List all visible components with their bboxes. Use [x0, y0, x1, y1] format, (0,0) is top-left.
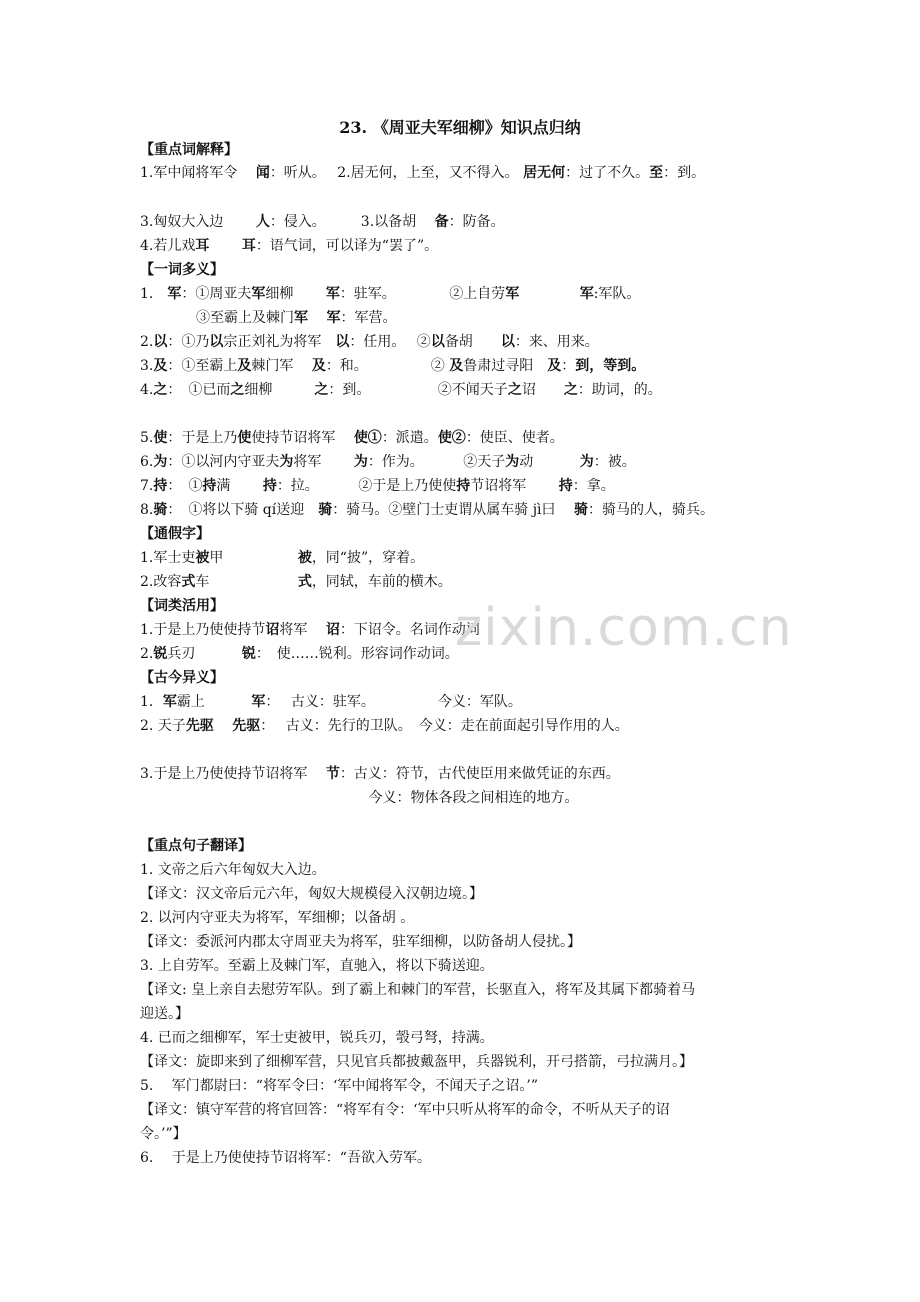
text-segment: 5. — [140, 430, 154, 446]
text-segment: 2. — [140, 646, 154, 662]
bold-term: 至 — [649, 165, 664, 181]
bold-term: 先驱 — [185, 718, 214, 734]
bold-term: 持 — [456, 478, 471, 494]
section-heading — [140, 668, 880, 688]
text-segment: ：军营。 — [340, 310, 397, 326]
text-line — [140, 1148, 880, 1168]
text-segment: 今义：物体各段之间相连的地方。 — [140, 790, 579, 806]
text-segment: 3. — [140, 358, 154, 374]
bold-term: 以 — [335, 334, 350, 350]
text-line — [140, 1004, 880, 1024]
text-line — [140, 308, 880, 328]
text-segment: ：①至霸上 — [167, 358, 238, 374]
text-line — [140, 860, 880, 880]
text-segment: ：骑马。②壁门士吏谓从属车骑 jì曰 — [332, 502, 574, 518]
text-segment: :军队。 — [593, 286, 641, 302]
text-line — [140, 548, 880, 568]
bold-term: 持 — [262, 478, 277, 494]
text-segment: ：作为。 ②天子 — [367, 454, 506, 470]
text-line — [140, 476, 880, 496]
bold-term: 及 — [153, 358, 168, 374]
text-segment: 【通假字】 — [140, 526, 210, 542]
bold-term: 使 — [153, 430, 168, 446]
bold-term: 先驱 — [232, 718, 261, 734]
text-segment: 6. — [140, 454, 154, 470]
bold-term: 持 — [558, 478, 573, 494]
text-segment: 1． — [140, 694, 163, 710]
text-segment: 满 — [216, 478, 263, 494]
text-segment: 2. — [140, 334, 154, 350]
text-segment: 细柳 — [265, 286, 326, 302]
text-segment: ：①周亚夫 — [181, 286, 252, 302]
text-segment — [209, 238, 241, 254]
bold-term: 使① — [353, 430, 382, 446]
text-segment: 【译文: 皇上亲自去慰劳军队。到了霸上和棘门的军营，长驱直入，将军及其属下都骑着马 — [140, 982, 696, 998]
text-segment: ： ① — [167, 478, 203, 494]
bold-term: 使② — [437, 430, 466, 446]
text-line — [140, 908, 880, 928]
section-heading — [140, 260, 880, 280]
bold-term: 军 — [251, 694, 266, 710]
text-line — [140, 884, 880, 904]
text-line — [140, 1076, 880, 1096]
bold-term: 到，等到。 — [575, 358, 646, 374]
text-line — [140, 932, 880, 952]
text-segment: ： 使……锐利。形容词作动词。 — [255, 646, 459, 662]
text-line — [140, 1124, 880, 1144]
text-segment: 【词类活用】 — [140, 598, 224, 614]
text-line — [140, 980, 880, 1000]
text-segment: 3. 上自劳军。至霸上及棘门军，直驰入，将以下骑送迎。 — [140, 958, 494, 974]
text-segment: ：语气词，可以译为“罢了”。 — [255, 238, 439, 254]
text-segment — [214, 718, 232, 734]
text-segment: 节诏将军 — [470, 478, 559, 494]
text-segment: ：过了不久。 — [565, 165, 650, 181]
bold-term: 为 — [353, 454, 368, 470]
text-segment: 【一词多义】 — [140, 262, 224, 278]
text-segment: 3.于是上乃使使持节诏将军 — [140, 766, 326, 782]
bold-term: 之 — [563, 382, 578, 398]
bold-term: 军 — [294, 310, 308, 326]
text-segment: 2. 天子 — [140, 718, 186, 734]
text-segment: ：来、用来。 — [514, 334, 599, 350]
bold-term: 节 — [325, 766, 340, 782]
text-segment: ：①乃 — [167, 334, 210, 350]
bold-term: 锐 — [241, 646, 256, 662]
bold-term: 及 — [547, 358, 562, 374]
text-segment: 1.军士吏 — [140, 550, 196, 566]
text-segment: 将军 — [293, 454, 354, 470]
bold-term: 为 — [279, 454, 294, 470]
text-line — [140, 1100, 880, 1120]
bold-term: 被 — [297, 550, 312, 566]
bold-term: 为 — [153, 454, 168, 470]
bold-term: 军 — [505, 286, 520, 302]
text-segment: 甲 — [209, 550, 298, 566]
bold-term: 诏 — [265, 622, 280, 638]
text-segment: 8. — [140, 502, 154, 518]
bold-term: 持 — [202, 478, 217, 494]
text-segment: ：拿。 — [572, 478, 615, 494]
bold-term: 为 — [579, 454, 594, 470]
text-segment: 2. 以河内守亚夫为将军，军细柳；以备胡 。 — [140, 910, 415, 926]
text-line — [140, 644, 880, 664]
bold-term: 为 — [505, 454, 520, 470]
bold-term: 军 — [326, 310, 341, 326]
text-line — [140, 716, 880, 736]
bold-term: 之 — [230, 382, 245, 398]
text-segment: 鲁肃过寻阳 — [463, 358, 548, 374]
bold-term: 骑 — [153, 502, 168, 518]
text-segment: ：①以河内守亚夫 — [167, 454, 280, 470]
bold-term: 军 — [167, 286, 182, 302]
text-line — [140, 620, 880, 640]
text-segment: 兵刃 — [167, 646, 242, 662]
text-segment — [519, 286, 579, 302]
text-segment: 霸上 — [176, 694, 252, 710]
text-line — [140, 1028, 880, 1048]
text-line — [140, 284, 880, 304]
text-line — [140, 332, 880, 352]
bold-term: 之 — [153, 382, 168, 398]
text-segment: ： 古义：先行的卫队。 今义：走在前面起引导作用的人。 — [260, 718, 629, 734]
text-segment: ，同轼，车前的横木。 — [311, 574, 452, 590]
text-segment: ： ①将以下骑 qí送迎 — [167, 502, 319, 518]
text-segment: 【古今异义】 — [140, 670, 224, 686]
bold-term: 持 — [153, 478, 168, 494]
text-segment: ：任用。 ② — [349, 334, 431, 350]
bold-term: 耳 — [241, 238, 256, 254]
text-segment: ：拉。 ②于是上乃使使 — [276, 478, 457, 494]
text-segment: 1. — [140, 286, 168, 302]
watermark: zixin.com.cn — [455, 598, 793, 658]
text-segment: 4. 已而之细柳军，军士吏被甲，锐兵刃，彀弓弩，持满。 — [140, 1030, 494, 1046]
bold-term: 闻 — [255, 165, 270, 181]
bold-term: 被 — [195, 550, 210, 566]
text-segment: ③至霸上及棘门 — [140, 310, 294, 326]
text-segment: ：驻军。 ②上自劳 — [339, 286, 506, 302]
text-segment: 棘门军 — [251, 358, 312, 374]
text-line — [140, 764, 880, 784]
text-segment: ：听从。 2.居无何，上至，又不得入。 — [269, 165, 524, 181]
bold-term: 以 — [500, 334, 515, 350]
section-heading — [140, 140, 880, 160]
text-line — [140, 788, 880, 808]
bold-term: 及 — [449, 358, 464, 374]
text-segment: ：骑马的人，骑兵。 — [587, 502, 714, 518]
text-segment: 车 — [195, 574, 298, 590]
text-segment: ：和。 ② — [325, 358, 450, 374]
text-segment: 5. 军门都尉曰：“将军令曰：‘军中闻将军令，不闻天子之诏。’” — [140, 1078, 539, 1094]
bold-term: 以 — [153, 334, 168, 350]
text-line — [140, 452, 880, 472]
text-segment: 【译文：委派河内郡太守周亚夫为将军，驻军细柳，以防备胡人侵扰。】 — [140, 934, 581, 950]
text-segment: 宗正刘礼为将军 — [223, 334, 336, 350]
text-segment: 1.于是上乃使使持节 — [140, 622, 266, 638]
text-line — [140, 572, 880, 592]
text-segment: 细柳 — [244, 382, 315, 398]
text-segment: ：古义：符节，古代使臣用来做凭证的东西。 — [339, 766, 620, 782]
bold-term: 骑 — [573, 502, 588, 518]
bold-term: 以 — [209, 334, 224, 350]
text-segment: 4.若儿戏 — [140, 238, 196, 254]
bold-term: 骑 — [318, 502, 333, 518]
page-title: 23. 《周亚夫军细柳》知识点归纳 — [339, 118, 581, 137]
bold-term: 锐 — [153, 646, 168, 662]
bold-term: 及 — [237, 358, 252, 374]
text-segment: 【译文：汉文帝后元六年，匈奴大规模侵入汉朝边境。】 — [140, 886, 483, 902]
text-segment: 将军 — [279, 622, 326, 638]
text-segment: 诏 — [521, 382, 564, 398]
text-segment: 7. — [140, 478, 154, 494]
bold-term: 居无何 — [523, 165, 566, 181]
bold-term: 军 — [325, 286, 340, 302]
bold-term: 诏 — [325, 622, 340, 638]
text-segment: ：于是上乃 — [167, 430, 238, 446]
bold-term: 式 — [181, 574, 196, 590]
bold-term: 军 — [579, 286, 594, 302]
bold-term: 人 — [255, 214, 270, 230]
bold-term: 耳 — [195, 238, 210, 254]
section-heading — [140, 596, 880, 616]
text-segment: 1.军中闻将军令 — [140, 165, 256, 181]
bold-term: 军 — [251, 286, 266, 302]
text-segment: ：被。 — [593, 454, 636, 470]
section-heading — [140, 836, 880, 856]
text-segment: ：到。 — [663, 165, 706, 181]
text-segment: 令。’”】 — [140, 1126, 187, 1142]
bold-term: 及 — [311, 358, 326, 374]
section-heading — [140, 524, 880, 544]
text-line — [140, 212, 880, 232]
text-line — [140, 428, 880, 448]
text-segment: ：使臣、使者。 — [465, 430, 564, 446]
text-segment: ：防备。 — [448, 214, 505, 230]
text-segment: ：下诏令。名词作动词 — [339, 622, 480, 638]
text-line — [140, 380, 880, 400]
text-line — [140, 956, 880, 976]
text-line — [140, 236, 880, 256]
text-segment: ：到。 ②不闻天子 — [328, 382, 508, 398]
bold-term: 军 — [162, 694, 177, 710]
text-segment: ：侵入。 3.以备胡 — [269, 214, 435, 230]
text-segment: 【重点句子翻译】 — [140, 838, 252, 854]
text-segment: ：派遣。 — [381, 430, 438, 446]
text-segment: ：助词，的。 — [577, 382, 662, 398]
text-segment: 迎送。】 — [140, 1006, 189, 1022]
text-line — [140, 692, 880, 712]
text-segment: ： 古义：驻军。 今义：军队。 — [265, 694, 522, 710]
text-segment: 【译文：镇守军营的将官回答：“将军有令：‘军中只听从将军的命令，不听从天子的诏 — [140, 1102, 670, 1118]
text-segment: 动 — [519, 454, 580, 470]
text-line — [140, 163, 880, 183]
text-segment: 使持节诏将军 — [251, 430, 354, 446]
text-segment: 【重点词解释】 — [140, 142, 238, 158]
bold-term: 式 — [297, 574, 312, 590]
bold-term: 之 — [507, 382, 522, 398]
text-segment: 3.匈奴大入边 — [140, 214, 256, 230]
text-segment: ： ①已而 — [167, 382, 231, 398]
text-segment — [308, 310, 326, 326]
bold-term: 使 — [237, 430, 252, 446]
text-line — [140, 1052, 880, 1072]
text-line — [140, 500, 880, 520]
text-segment: ，同“披”，穿着。 — [311, 550, 425, 566]
text-segment: ： — [561, 358, 576, 374]
bold-term: 之 — [314, 382, 329, 398]
bold-term: 以 — [430, 334, 445, 350]
text-segment: 【译文：旋即来到了细柳军营，只见官兵都披戴盔甲，兵器锐利，开弓搭箭，弓拉满月。】 — [140, 1054, 693, 1070]
bold-term: 备 — [434, 214, 449, 230]
text-segment: 2.改容 — [140, 574, 182, 590]
text-segment: 备胡 — [444, 334, 501, 350]
text-segment: 6. 于是上乃使使持节诏将军：“吾欲入劳军。 — [140, 1150, 431, 1166]
text-line — [140, 356, 880, 376]
text-segment: 4. — [140, 382, 154, 398]
text-segment: 1. 文帝之后六年匈奴大入边。 — [140, 862, 326, 878]
